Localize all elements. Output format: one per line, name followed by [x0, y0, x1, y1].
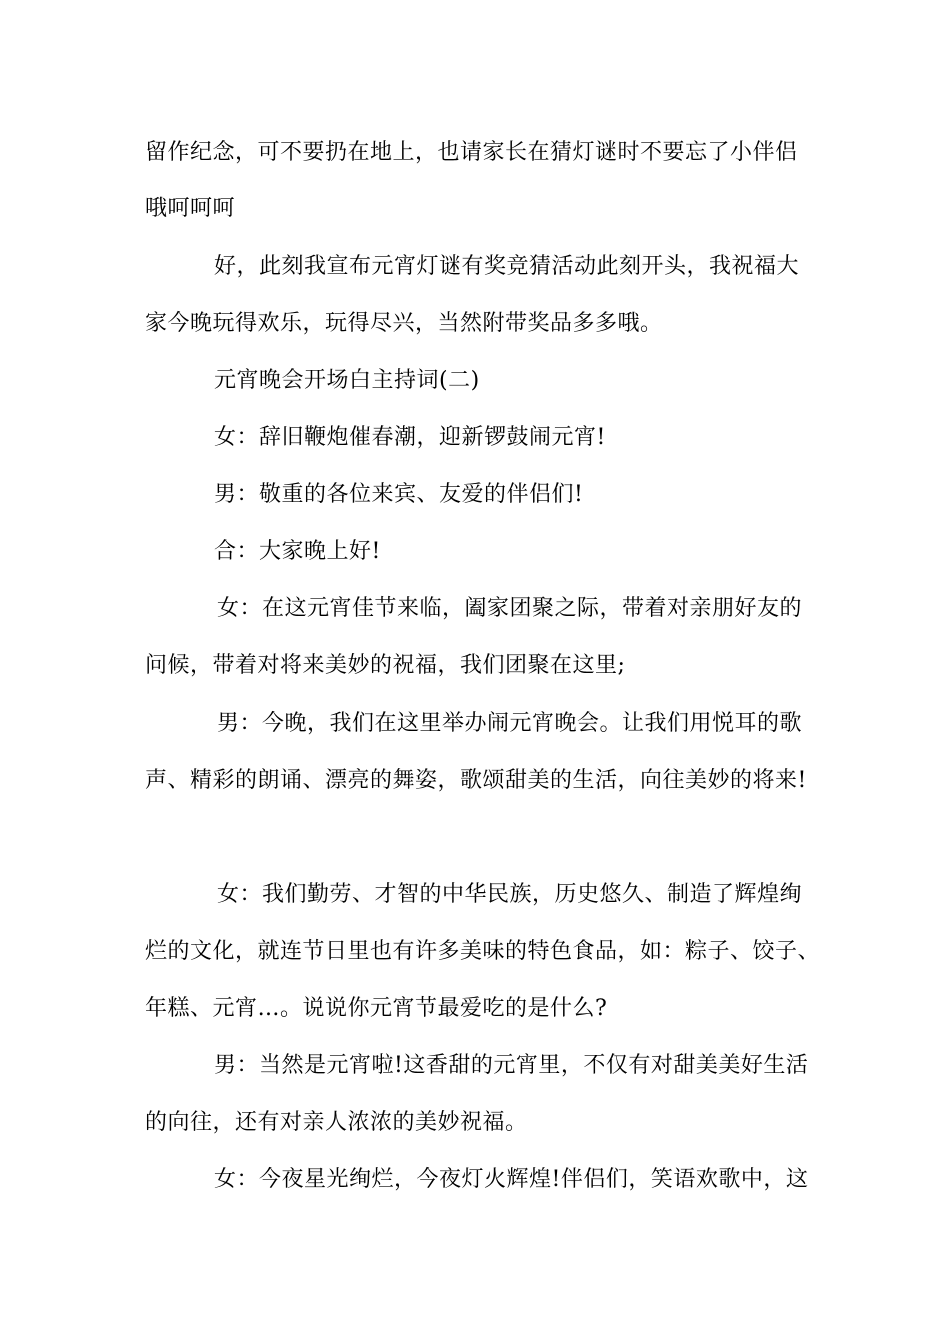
section-heading: 元宵晚会开场白主持词(二): [214, 368, 480, 393]
paragraph-line: 女：辞旧鞭炮催春潮，迎新锣鼓闹元宵!: [214, 425, 606, 450]
paragraph-line: 年糕、元宵…。说说你元宵节最爱吃的是什么?: [145, 996, 608, 1021]
paragraph-line: 男：当然是元宵啦!这香甜的元宵里，不仅有对甜美美好生活: [214, 1053, 809, 1078]
paragraph-line: 女：在这元宵佳节来临，阖家团聚之际，带着对亲朋好友的: [217, 596, 803, 621]
paragraph-line: 男：敬重的各位来宾、友爱的伴侣们!: [214, 482, 584, 507]
paragraph-line: 的向往，还有对亲人浓浓的美妙祝福。: [145, 1110, 528, 1135]
paragraph-line: 女：我们勤劳、才智的中华民族，历史悠久、制造了辉煌绚: [217, 882, 803, 907]
paragraph-line: 哦呵呵呵: [145, 196, 236, 221]
paragraph-line: 好，此刻我宣布元宵灯谜有奖竞猜活动此刻开头，我祝福大: [214, 254, 800, 279]
paragraph-line: 留作纪念，可不要扔在地上，也请家长在猜灯谜时不要忘了小伴侣: [145, 140, 798, 165]
paragraph-line: 女：今夜星光绚烂，今夜灯火辉煌!伴侣们，笑语欢歌中，这: [214, 1167, 809, 1192]
paragraph-line: 男：今晚，我们在这里举办闹元宵晚会。让我们用悦耳的歌: [217, 711, 803, 736]
paragraph-line: 声、精彩的朗诵、漂亮的舞姿，歌颂甜美的生活，向往美妙的将来!: [145, 768, 807, 793]
paragraph-line: 家今晚玩得欢乐，玩得尽兴，当然附带奖品多多哦。: [145, 311, 663, 336]
paragraph-line: 烂的文化，就连节日里也有许多美味的特色食品，如：粽子、饺子、: [145, 939, 821, 964]
paragraph-line: 问候，带着对将来美妙的祝福，我们团聚在这里;: [145, 653, 626, 678]
paragraph-line: 合：大家晚上好!: [214, 539, 381, 564]
